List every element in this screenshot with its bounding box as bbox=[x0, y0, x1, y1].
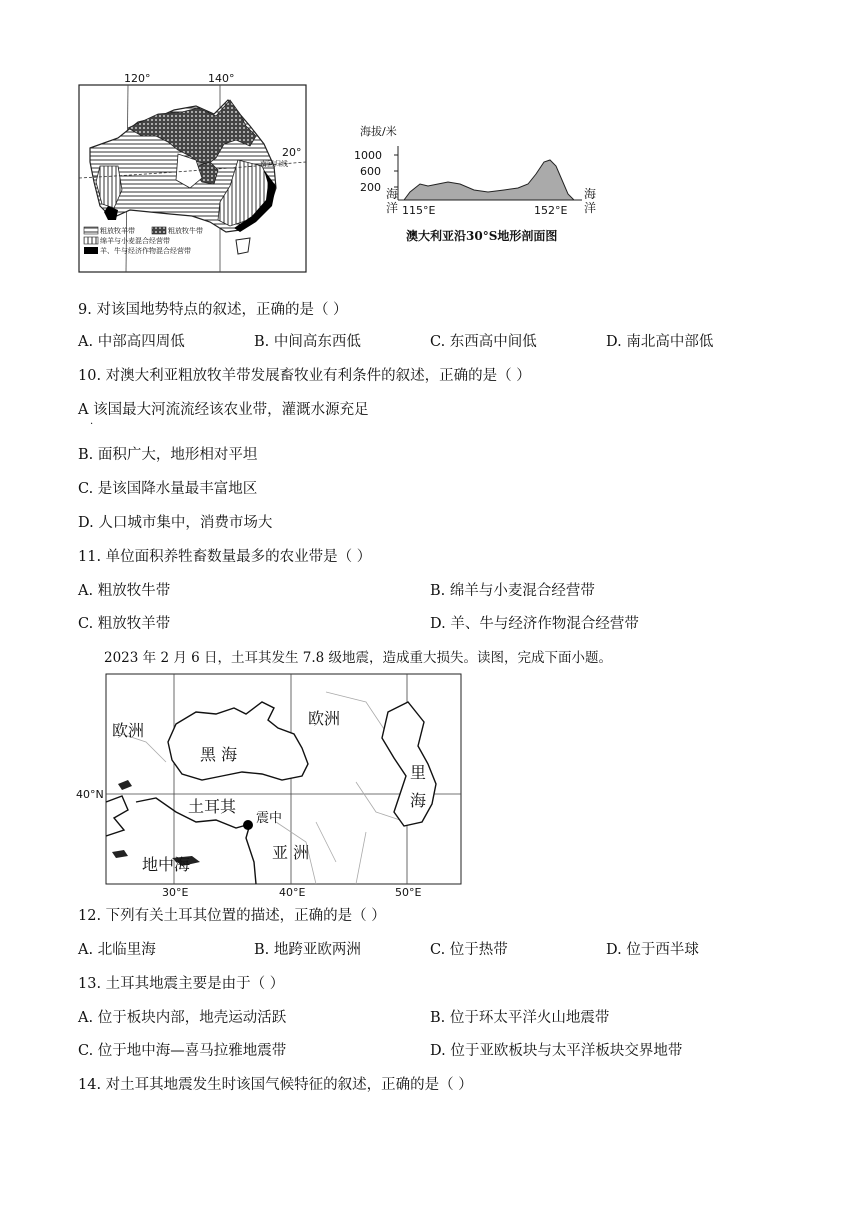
tasmania bbox=[236, 238, 250, 254]
ytick-1000: 1000 bbox=[354, 149, 382, 162]
q13-option-c: C. 位于地中海—喜马拉雅地震带 bbox=[78, 1043, 287, 1059]
label-europe-left: 欧洲 bbox=[112, 721, 145, 740]
label-mediterranean: 地中海 bbox=[142, 855, 191, 874]
q12-option-b: B. 地跨亚欧两洲 bbox=[254, 942, 361, 958]
australia-agriculture-map bbox=[78, 70, 308, 274]
terrain-profile bbox=[404, 160, 574, 200]
ocean-right-2: 洋 bbox=[584, 201, 597, 215]
ocean-left-2: 洋 bbox=[386, 201, 399, 215]
q14-stem: 14. 对土耳其地震发生时该国气候特征的叙述，正确的是（ ） bbox=[78, 1077, 473, 1093]
q11-option-d: D. 羊、牛与经济作物混合经营带 bbox=[430, 616, 639, 632]
q10-option-b: B. 面积广大，地形相对平坦 bbox=[78, 447, 258, 463]
ytick-600: 600 bbox=[360, 165, 381, 178]
q11-option-b: B. 绵羊与小麦混合经营带 bbox=[430, 583, 595, 599]
lon-140-label: 140° bbox=[208, 72, 235, 85]
q12-option-c: C. 位于热带 bbox=[430, 942, 508, 958]
label-asia: 亚 洲 bbox=[272, 843, 310, 862]
label-europe-right: 欧洲 bbox=[308, 709, 341, 728]
label-epicenter: 震中 bbox=[256, 811, 283, 826]
q11-stem: 11. 单位面积养牲畜数量最多的农业带是（ ） bbox=[78, 549, 372, 565]
x-115e: 115°E bbox=[402, 204, 436, 217]
q10-option-d: D. 人口城市集中，消费市场大 bbox=[78, 515, 273, 531]
tropic-label: 南回归线 bbox=[260, 160, 288, 168]
q9-option-c: C. 东西高中间低 bbox=[430, 334, 537, 350]
q13-stem: 13. 土耳其地震主要是由于（ ） bbox=[78, 976, 285, 992]
label-40n: 40°N bbox=[76, 788, 104, 801]
q9-option-a: A. 中部高四周低 bbox=[78, 334, 185, 350]
label-turkey: 土耳其 bbox=[188, 797, 237, 816]
q13-option-a: A. 位于板块内部，地壳运动活跃 bbox=[78, 1010, 287, 1026]
label-caspian-1: 里 bbox=[410, 763, 427, 782]
q9-option-b: B. 中间高东西低 bbox=[254, 334, 361, 350]
q10-option-a: A 该国最大河流流经该农业带，灌溉水源充足 bbox=[78, 402, 369, 418]
ocean-right-1: 海 bbox=[584, 187, 597, 201]
profile-ylabel: 海拔/米 bbox=[360, 125, 397, 138]
label-50e: 50°E bbox=[395, 886, 422, 899]
q13-option-b: B. 位于环太平洋火山地震带 bbox=[430, 1010, 610, 1026]
legend-wheat-sheep: 绵羊与小麦混合经营带 bbox=[100, 237, 170, 245]
ocean-left-1: 海 bbox=[386, 187, 399, 201]
profile-caption: 澳大利亚沿30°S地形剖面图 bbox=[406, 229, 558, 243]
q11-option-c: C. 粗放牧羊带 bbox=[78, 616, 171, 632]
label-black-sea: 黑 海 bbox=[200, 745, 238, 764]
q12-stem: 12. 下列有关土耳其位置的描述，正确的是（ ） bbox=[78, 908, 386, 924]
lat-20-label: 20° bbox=[282, 146, 302, 159]
legend-mixed: 羊、牛与经济作物混合经营带 bbox=[100, 247, 191, 255]
intro-text: 2023 年 2 月 6 日，土耳其发生 7.8 级地震，造成重大损失。读图，完成下面小题。 bbox=[104, 650, 613, 666]
q13-option-d: D. 位于亚欧板块与太平洋板块交界地带 bbox=[430, 1043, 683, 1059]
q9-stem: 9. 对该国地势特点的叙述，正确的是（ ） bbox=[78, 302, 348, 318]
lon-120-label: 120° bbox=[124, 72, 151, 85]
ytick-200: 200 bbox=[360, 181, 381, 194]
q12-option-a: A. 北临里海 bbox=[78, 942, 156, 958]
turkey-map bbox=[76, 672, 466, 900]
q11-option-a: A. 粗放牧牛带 bbox=[78, 583, 171, 599]
label-caspian-2: 海 bbox=[410, 791, 427, 810]
q10-dot: . bbox=[90, 416, 94, 427]
label-40e: 40°E bbox=[279, 886, 306, 899]
legend-sheep: 粗放牧羊带 bbox=[100, 227, 135, 235]
legend-cattle: 粗放牧牛带 bbox=[168, 227, 203, 235]
q10-option-c: C. 是该国降水量最丰富地区 bbox=[78, 481, 258, 497]
q12-option-d: D. 位于西半球 bbox=[606, 942, 699, 958]
elevation-profile bbox=[348, 118, 608, 248]
epicenter-marker bbox=[243, 820, 253, 830]
label-30e: 30°E bbox=[162, 886, 189, 899]
q9-option-d: D. 南北高中部低 bbox=[606, 334, 714, 350]
x-152e: 152°E bbox=[534, 204, 568, 217]
q10-stem: 10. 对澳大利亚粗放牧羊带发展畜牧业有利条件的叙述，正确的是（ ） bbox=[78, 368, 531, 384]
